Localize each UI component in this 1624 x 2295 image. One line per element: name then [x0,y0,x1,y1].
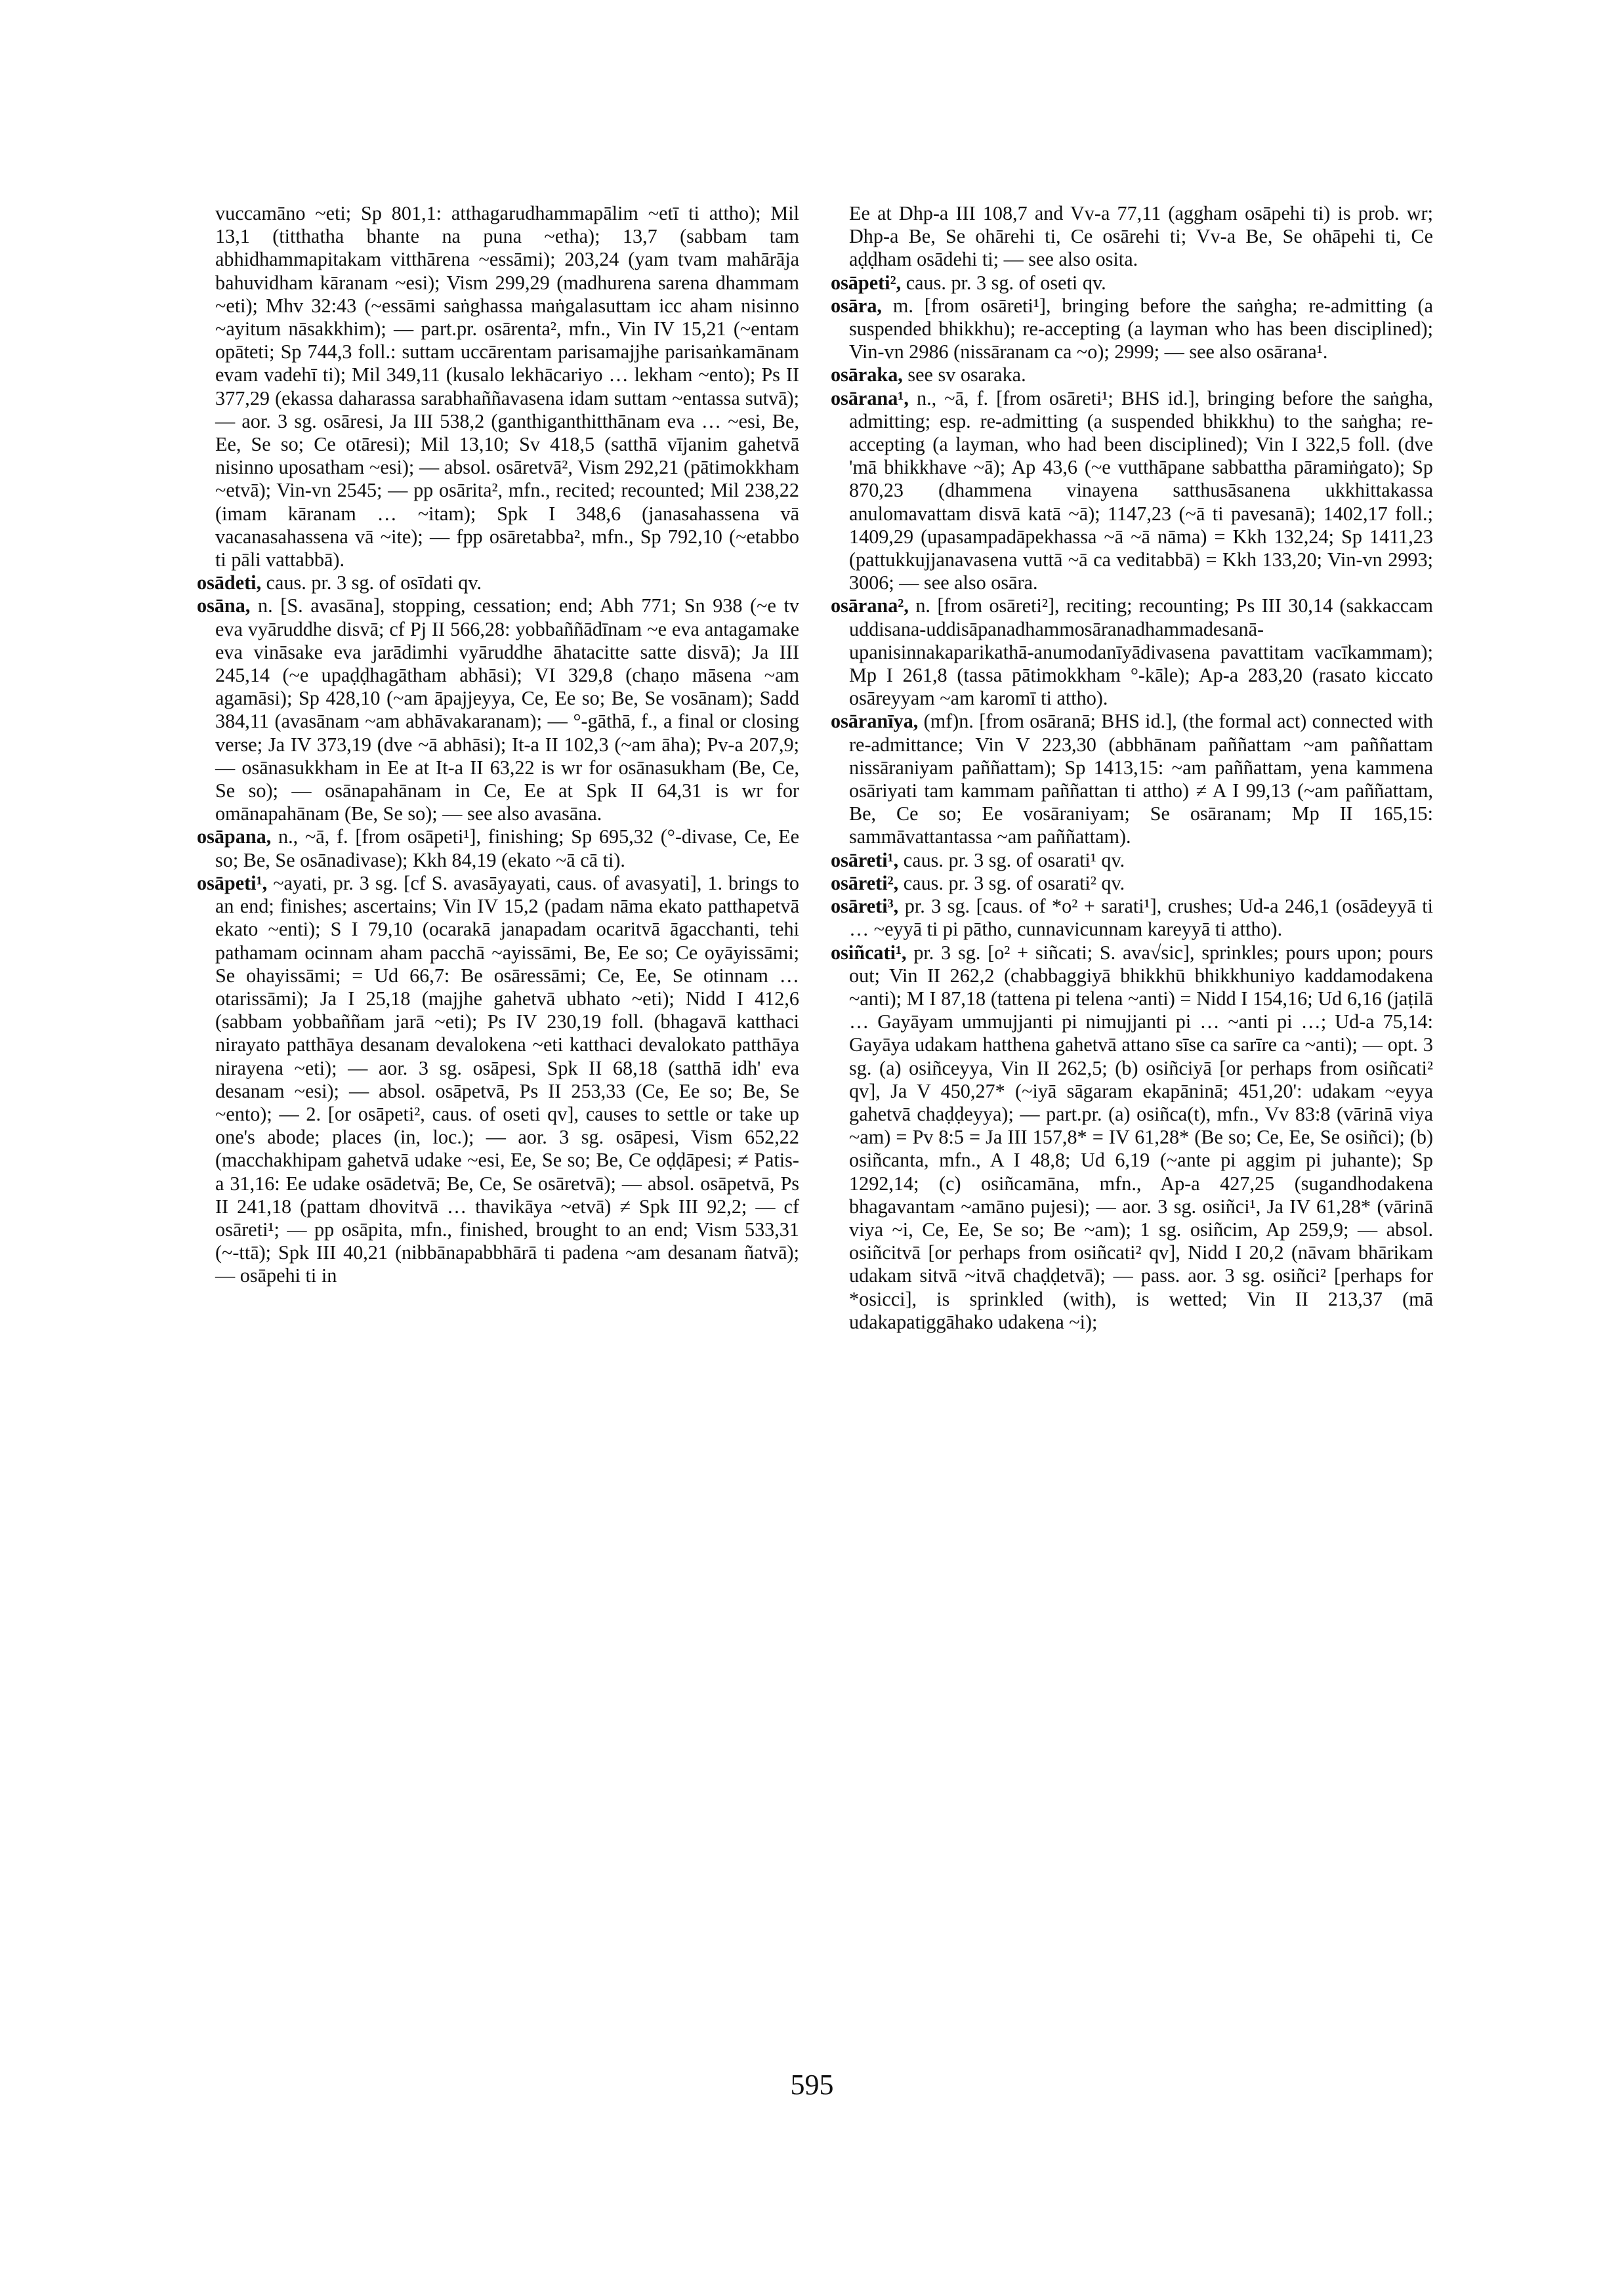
headword: osāraka, [831,363,903,386]
entry-osareti-3 [831,895,1433,941]
entry-body: Ee at Dhp-a III 108,7 and Vv-a 77,11 (aggham osāpehi ti) is prob. wr; Dhp-a Be, Se ohārehi ti, Ce osārehi ti; Vv-a Be, Se ohāpehi ti, Ce aḍḍham osādehi ti; — see also osita. [849,202,1433,271]
headword: osāranīya, [831,710,919,733]
entry-osincati-1 [831,941,1433,1334]
headword: osādeti, [197,571,262,594]
entry-osapeti-2 [831,272,1433,295]
entry-body: caus. pr. 3 sg. of oseti qv. [906,271,1106,294]
headword: osāpeti¹, [197,871,268,894]
entry-body: n., ~ā, f. [from osāreti¹; BHS id.], bringing before the saṅgha, admitting; esp. re-admitting (a suspended bhikkhu) to the saṅgha; re-accepting (a layman, who had been disciplined); Vin I 322,5 foll. (dve 'mā bhikkhave ~ā); Ap 43,6 (~e vutthāpane sabbattha pāramiṅgato); Sp 870,23 (dhammena vinayena satthusāsanena ukkhittakassa anulomavattam disvā katā ~ā); 1147,23 (~ā ti pavesanā); 1402,17 foll.; 1409,29 (upasampadāpekhassa ~ā ~ā nāma) = Kkh 132,24; Sp 1411,23 (pattukkujjanavasena vuttā ~ā ca veditabbā) = Kkh 133,20; Vin-vn 2993; 3006; — see also osāra. [849,386,1433,594]
entry-body: m. [from osāreti¹], bringing before the saṅgha; re-admitting (a suspended bhikkhu); re-accepting (a layman who has been disciplined); Vin-vn 2986 (nissāranam ca ~o); 2999; — see also osārana¹. [849,294,1433,363]
entry-osapeti-1 [197,872,799,1288]
entry-body: pr. 3 sg. [o² + siñcati; S. ava√sic], sprinkles; pours upon; pours out; Vin II 262,2 (chabbaggiyā bhikkhū bhikkhuniyo kaddamodakena ~anti); M I 87,18 (tattena pi telena ~anti) = Nidd I 154,16; Ud 6,16 (jaṭilā … Gayāyam ummujjanti pi nimujjanti pi … ~anti pi …; Ud-a 75,14: Gayāya udakam hatthena gahetvā attano sīse ca sarīre ca ~anti); — opt. 3 sg. (a) osiñceyya, Vin II 262,5; (b) osiñciyā [or perhaps from osiñcati² qv], Ja V 450,27* (~iyā sāgaram ekapāninā; 451,20': udakam ~eyya gahetvā chaḍḍeyya); — part.pr. (a) osiñca(t), mfn., Vv 83:8 (vārinā viya ~am) = Pv 8:5 = Ja III 157,8* = IV 61,28* (Be so; Ce, Ee, Se osiñci); (b) osiñcanta, mfn., A I 48,8; Ud 6,19 (~ante pi aggim pi juhante); Sp 1292,14; (c) osiñcamāna, mfn., Ap-a 427,25 (sugandhodakena bhagavantam ~amāno pujesi); — aor. 3 sg. osiñci¹, Ja IV 61,28* (vārinā viya ~i, Ce, Ee, Se so; Be ~am); 1 sg. osiñcim, Ap 259,9; — absol. osiñcitvā [or perhaps from osiñcati² qv], Nidd I 20,2 (nāvam bhārikam udakam sitvā ~itvā chaḍḍetvā); — pass. aor. 3 sg. osiñci² [perhaps for *osicci], is sprinkled (with), is wetted; Vin II 213,37 (mā udakapatiggāhako udakena ~i); [849,941,1433,1333]
entry-osana [197,594,799,825]
entry-body: n., ~ā, f. [from osāpeti¹], finishing; Sp 695,32 (°-divase, Ce, Ee so; Be, Se osānadivase); Kkh 84,19 (ekato ~ā cā ti). [215,825,799,871]
headword: osārana¹, [831,386,909,409]
right-column [831,202,1433,1334]
entry-body: vuccamāno ~eti; Sp 801,1: atthagarudhammapālim ~etī ti attho); Mil 13,1 (titthatha bhante na puna ~etha); 13,7 (sabbam tam abhidhammapitakam vitthārena ~essāmi); 203,24 (yam tvam mahārāja bahuvidham kāranam ~esi); Vism 299,29 (madhurena sarena dhammam ~eti); Mhv 32:43 (~essāmi saṅghassa maṅgalasuttam icc aham nisinno ~ayitum nāsakkhim); — part.pr. osārenta², mfn., Vin IV 15,21 (~entam opāteti; Sp 744,3 foll.: suttam uccārentam parisamajjhe parisaṅkamānam evam vadehī ti); Mil 349,11 (kusalo lekhācariyo … lekham ~ento); Ps II 377,29 (ekassa daharassa sarabhaññavasena idam suttam ~entassa sutvā); — aor. 3 sg. osāresi, Ja III 538,2 (ganthiganthitthānam eva … ~esi, Be, Ee, Se so; Ce otāresi); Mil 13,10; Sv 418,5 (satthā vījanim gahetvā nisinno uposatham ~esi); — absol. osāretvā², Vism 292,21 (pātimokkham ~etvā); Vin-vn 2545; — pp osārita², mfn., recited; recounted; Mil 238,22 (imam kāranam … ~itam); Spk I 348,6 (janasahassena vā vacanasahassena vā ~ite); — fpp osāretabba², mfn., Sp 792,10 (~etabbo ti pāli vattabbā). [215,202,799,571]
entry-body: n. [S. avasāna], stopping, cessation; end; Abh 771; Sn 938 (~e tv eva vyāruddhe disvā; cf Pj II 566,28: yobbaññādīnam ~e eva antagamake eva vināsake eva jarādimhi vyāruddhe āhatacitte satte disvā); Ja III 245,14 (~e upaḍḍhagātham abhāsi); VI 329,8 (chaṇo māsena ~am agamāsi); Sp 428,10 (~am āpajjeyya, Ce, Ee so; Be, Se vosānam); Sadd 384,11 (avasānam ~am abhāvakaranam); — °-gāthā, f., a final or closing verse; Ja IV 373,19 (dve ~ā abhāsi); It-a II 102,3 (~am āha); Pv-a 207,9; — osānasukkham in Ee at It-a II 63,22 is wr for osānasukham (Be, Ce, Se so); — osānapahānam in Ce, Ee at Spk II 64,31 is wr for omānapahānam (Be, Se so); — see also avasāna. [215,594,799,825]
left-column [197,202,799,1288]
headword: osāreti², [831,871,899,894]
headword: osāra, [831,294,882,317]
headword: osāreti¹, [831,848,899,871]
entry-osadeti [197,571,799,594]
entry-osara [831,295,1433,364]
entry-continuation [197,202,799,571]
headword: osārana², [831,594,909,617]
headword: osāpana, [197,825,272,848]
entry-osaraka [831,363,1433,386]
entry-continuation [831,202,1433,272]
entry-osarana-1 [831,387,1433,595]
entry-body: caus. pr. 3 sg. of osarati¹ qv. [903,848,1125,871]
entry-osarana-2 [831,594,1433,710]
headword: osāpeti², [831,271,902,294]
entry-osaraniya [831,710,1433,848]
entry-osapana [197,825,799,871]
entry-body: ~ayati, pr. 3 sg. [cf S. avasāyayati, caus. of avasyati], 1. brings to an end; finishes; ascertains; Vin IV 15,2 (padam nāma ekato patthapetvā ekato ~enti); S I 79,10 (ocarakā janapadam ocaritvā āgacchanti, tehi pathamam ocinnam aham pacchā ~ayissāmi, Be, Ee so; Ce oyāyissāmi; Se ohayissāmi; = Ud 66,7: Be osāressāmi; Ce, Ee, Se otinnam … otarissāmi); Ja I 25,18 (majjhe gahetvā ubhato ~eti); Nidd I 412,6 (sabbam yobbaññam jarā ~eti); Ps IV 230,19 foll. (bhagavā katthaci nirayato patthāya desanam devalokena ~eti katthaci devalokato patthāya nirayena ~eti); — aor. 3 sg. osāpesi, Spk II 68,18 (satthā idh' eva desanam ~esi); — absol. osāpetvā, Ps II 253,33 (Ce, Ee so; Be, Se ~ento); — 2. [or osāpeti², caus. of oseti qv], causes to settle or take up one's abode; places (in, loc.); — aor. 3 sg. osāpesi, Vism 652,22 (macchakhipam gahetvā udake ~esi, Ee, Se so; Be, Ce oḍḍāpesi; ≠ Patis-a 31,16: Ee udake osādetvā; Be, Ce, Se osāretvā); — absol. osāpetvā, Ps II 241,18 (pattam dhovitvā … thavikāya ~etvā) ≠ Spk III 92,2; — cf osāreti¹; — pp osāpita, mfn., finished, brought to an end; Vism 533,31 (~-ttā); Spk III 40,21 (nibbānapabbhārā ti padena ~am desanam ñatvā); — osāpehi ti in [215,871,799,1287]
entry-body: (mf)n. [from osāranā; BHS id.], (the formal act) connected with re-admittance; Vin V 223,30 (abbhānam paññattam ~am paññattam nissāraniyam paññattam); Sp 1413,15: ~am paññattam, yena kammena osāriyati tam kammam paññattan ti attho) ≠ A I 99,13 (~am paññattam, Be, Ce so; Ee vosāraniyam; Se osāranam; Mp II 165,15: sammāvattantassa ~am paññattam). [849,710,1433,848]
page-number: 595 [790,2069,834,2101]
entry-body: caus. pr. 3 sg. of osarati² qv. [903,871,1125,894]
entry-body: pr. 3 sg. [caus. of *o² + sarati¹], crushes; Ud-a 246,1 (osādeyyā ti … ~eyyā ti pi pātho, cunnavicunnam kareyyā ti attho). [849,895,1433,941]
entry-osareti-1 [831,849,1433,872]
entry-body: see sv osaraka. [907,363,1026,386]
headword: osāreti³, [831,895,899,918]
headword: osiñcati¹, [831,941,907,964]
headword: osāna, [197,594,251,617]
entry-body: caus. pr. 3 sg. of osīdati qv. [266,571,482,594]
entry-body: n. [from osāreti²], reciting; recounting; Ps III 30,14 (sakkaccam uddisana-uddisāpanadhammosāranadhammadesanā-upanisinnakaparikathā-anumodanīyādivasena pavattitam vacīkammam); Mp I 261,8 (tassa pātimokkham °-kāle); Ap-a 283,20 (rasato kiccato osāreyyam ~am karomī ti attho). [849,594,1434,710]
entry-osareti-2 [831,872,1433,895]
